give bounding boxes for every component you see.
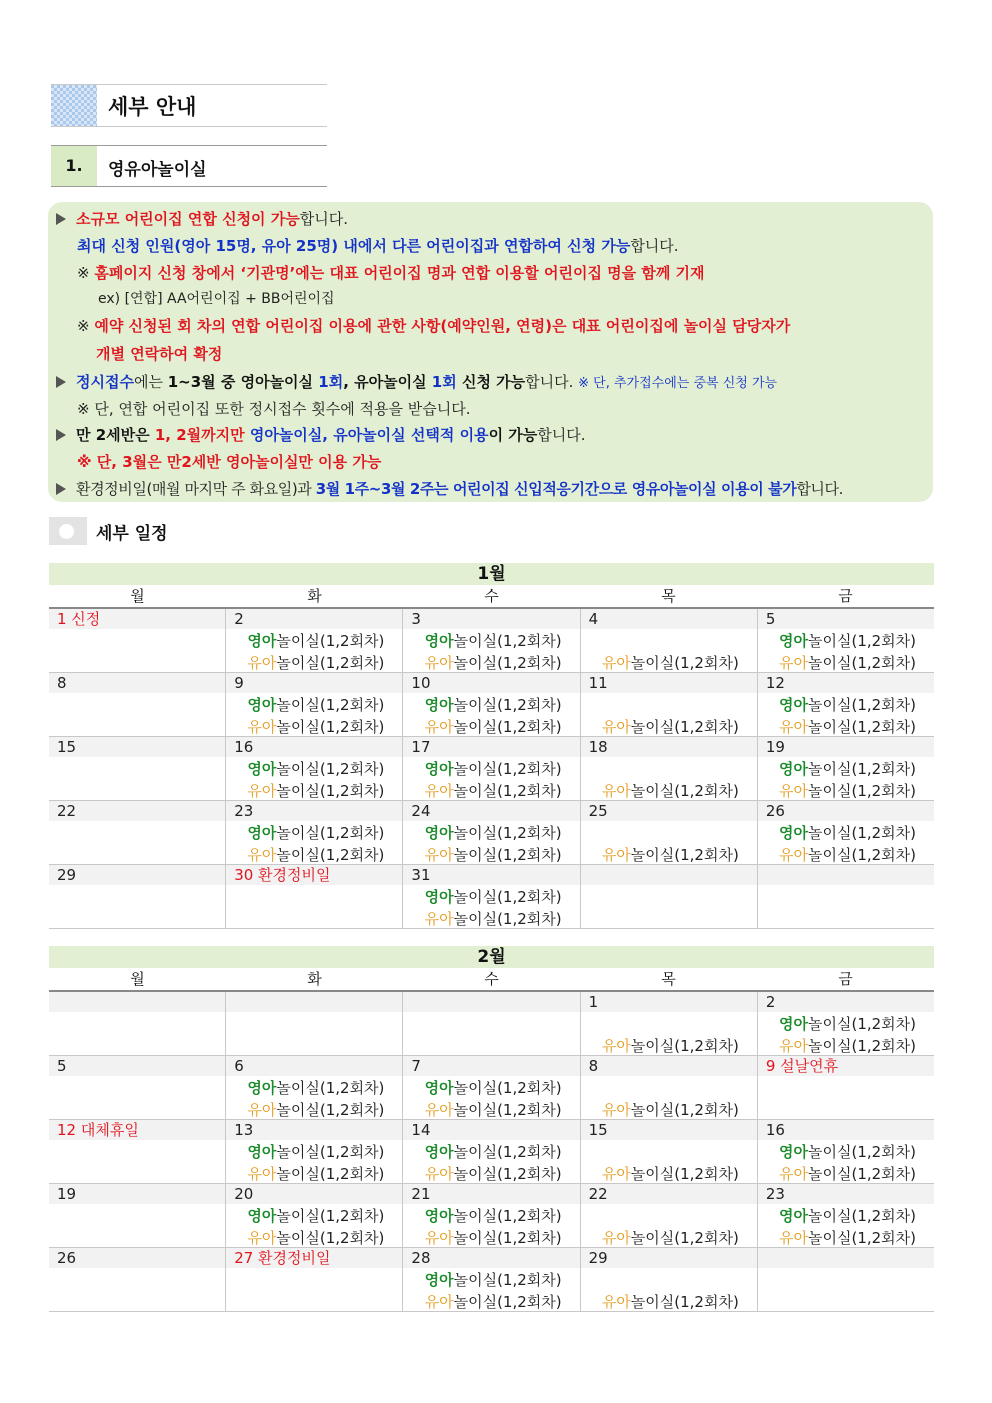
calendar-day-cell bbox=[49, 1056, 225, 1119]
weekday-label: 금 bbox=[838, 587, 853, 605]
toddler-room-event: 유아놀이실(1,2회차) bbox=[424, 654, 562, 672]
infant-room-event: 영아놀이실(1,2회차) bbox=[424, 760, 562, 778]
infant-room-event: 영아놀이실(1,2회차) bbox=[779, 696, 917, 714]
toddler-room-event: 유아놀이실(1,2회차) bbox=[779, 1037, 917, 1055]
infant-room-event: 영아놀이실(1,2회차) bbox=[779, 1015, 917, 1033]
calendar-week bbox=[49, 673, 934, 737]
section-title: 세부 안내 bbox=[108, 95, 197, 119]
calendar-week bbox=[49, 865, 934, 929]
day-number: 11 bbox=[581, 673, 757, 693]
day-number: 30 환경정비일 bbox=[226, 865, 402, 885]
weekday-label: 월 bbox=[130, 587, 145, 605]
calendar-day-cell bbox=[757, 801, 934, 864]
calendar-day-cell bbox=[757, 609, 934, 672]
weekday-label: 목 bbox=[661, 587, 676, 605]
notice-box bbox=[48, 202, 933, 502]
calendar-day-cell bbox=[225, 801, 402, 864]
day-number: 10 bbox=[403, 673, 579, 693]
calendar-day-cell bbox=[49, 737, 225, 800]
day-number: 27 환경정비일 bbox=[226, 1248, 402, 1268]
infant-room-event: 영아놀이실(1,2회차) bbox=[779, 824, 917, 842]
section-pattern-block bbox=[51, 85, 97, 126]
bullet-triangle-icon bbox=[56, 213, 66, 225]
toddler-room-event: 유아놀이실(1,2회차) bbox=[601, 1101, 739, 1119]
circle-icon bbox=[59, 524, 74, 539]
calendar-day-cell bbox=[49, 992, 225, 1055]
notice-line-6: 개별 연락하여 확정 bbox=[96, 345, 223, 363]
toddler-room-event: 유아놀이실(1,2회차) bbox=[424, 1229, 562, 1247]
day-number: 6 bbox=[226, 1056, 402, 1076]
weekday-label: 수 bbox=[484, 587, 499, 605]
bullet-triangle-icon bbox=[56, 483, 66, 495]
calendar-day-cell bbox=[402, 673, 579, 736]
calendar-day-cell bbox=[49, 1120, 225, 1183]
calendar-day-cell bbox=[49, 1248, 225, 1311]
toddler-room-event: 유아놀이실(1,2회차) bbox=[779, 1229, 917, 1247]
day-number: 29 bbox=[581, 1248, 757, 1268]
toddler-room-event: 유아놀이실(1,2회차) bbox=[247, 782, 385, 800]
weekday-label: 화 bbox=[307, 970, 322, 988]
calendar-day-cell bbox=[402, 737, 579, 800]
weekday-label: 금 bbox=[838, 970, 853, 988]
day-number: 23 bbox=[758, 1184, 934, 1204]
toddler-room-event: 유아놀이실(1,2회차) bbox=[424, 1101, 562, 1119]
day-number: 4 bbox=[581, 609, 757, 629]
toddler-room-event: 유아놀이실(1,2회차) bbox=[779, 718, 917, 736]
day-number: 26 bbox=[758, 801, 934, 821]
toddler-room-event: 유아놀이실(1,2회차) bbox=[424, 1165, 562, 1183]
day-number bbox=[581, 865, 757, 885]
day-number: 19 bbox=[758, 737, 934, 757]
calendar-week bbox=[49, 1056, 934, 1120]
weekday-label: 목 bbox=[661, 970, 676, 988]
day-number: 17 bbox=[403, 737, 579, 757]
notice-line-5: ※ 예약 신청된 회 차의 연합 어린이집 이용에 관한 사항(예약인원, 연령)은 대표 어린이집에 놀이실 담당자가 bbox=[77, 317, 791, 335]
notice-line-9: 만 2세반은 1, 2월까지만 영아놀이실, 유아놀이실 선택적 이용이 가능합니다. bbox=[56, 424, 586, 445]
calendar-day-cell bbox=[757, 865, 934, 928]
infant-room-event: 영아놀이실(1,2회차) bbox=[424, 696, 562, 714]
calendar-day-cell bbox=[580, 609, 757, 672]
subsection-title: 영유아놀이실 bbox=[108, 160, 207, 180]
toddler-room-event: 유아놀이실(1,2회차) bbox=[779, 846, 917, 864]
calendar-day-cell bbox=[757, 1056, 934, 1119]
toddler-room-event: 유아놀이실(1,2회차) bbox=[247, 1165, 385, 1183]
day-number: 16 bbox=[226, 737, 402, 757]
bullet-triangle-icon bbox=[56, 376, 66, 388]
calendar-day-cell bbox=[757, 1184, 934, 1247]
calendar-day-cell bbox=[402, 1248, 579, 1311]
weekday-label: 수 bbox=[484, 970, 499, 988]
day-number: 21 bbox=[403, 1184, 579, 1204]
day-number: 22 bbox=[49, 801, 225, 821]
infant-room-event: 영아놀이실(1,2회차) bbox=[424, 632, 562, 650]
day-number bbox=[758, 865, 934, 885]
infant-room-event: 영아놀이실(1,2회차) bbox=[247, 1143, 385, 1161]
calendar-day-cell bbox=[580, 1056, 757, 1119]
infant-room-event: 영아놀이실(1,2회차) bbox=[424, 1143, 562, 1161]
day-number: 1 신정 bbox=[49, 609, 225, 629]
calendar-day-cell bbox=[225, 865, 402, 928]
infant-room-event: 영아놀이실(1,2회차) bbox=[779, 1207, 917, 1225]
calendar-day-cell bbox=[580, 1184, 757, 1247]
calendar-day-cell bbox=[580, 737, 757, 800]
day-number bbox=[49, 992, 225, 1012]
toddler-room-event: 유아놀이실(1,2회차) bbox=[601, 1165, 739, 1183]
infant-room-event: 영아놀이실(1,2회차) bbox=[247, 632, 385, 650]
calendar-week bbox=[49, 737, 934, 801]
day-number: 13 bbox=[226, 1120, 402, 1140]
toddler-room-event: 유아놀이실(1,2회차) bbox=[424, 846, 562, 864]
calendar-day-cell bbox=[402, 865, 579, 928]
infant-room-event: 영아놀이실(1,2회차) bbox=[424, 824, 562, 842]
calendar-february bbox=[49, 946, 934, 1312]
notice-line-11: 환경정비일(매월 마지막 주 화요일)과 3월 1주~3월 2주는 어린이집 신입적응기간으로 영유아놀이실 이용이 불가합니다. bbox=[56, 478, 843, 499]
weekday-header bbox=[49, 585, 934, 609]
infant-room-event: 영아놀이실(1,2회차) bbox=[247, 696, 385, 714]
infant-room-event: 영아놀이실(1,2회차) bbox=[779, 632, 917, 650]
day-number: 9 설날연휴 bbox=[758, 1056, 934, 1076]
calendar-week bbox=[49, 801, 934, 865]
day-number: 8 bbox=[49, 673, 225, 693]
calendar-day-cell bbox=[580, 1248, 757, 1311]
weekday-label: 월 bbox=[130, 970, 145, 988]
month-title: 2월 bbox=[49, 946, 934, 968]
calendar-day-cell bbox=[225, 609, 402, 672]
calendar-day-cell bbox=[225, 1248, 402, 1311]
schedule-title: 세부 일정 bbox=[96, 524, 168, 544]
toddler-room-event: 유아놀이실(1,2회차) bbox=[601, 1229, 739, 1247]
infant-room-event: 영아놀이실(1,2회차) bbox=[424, 1079, 562, 1097]
calendar-week bbox=[49, 1248, 934, 1312]
day-number: 19 bbox=[49, 1184, 225, 1204]
day-number: 15 bbox=[49, 737, 225, 757]
schedule-marker bbox=[49, 517, 87, 545]
notice-line-2: 최대 신청 인원(영아 15명, 유아 25명) 내에서 다른 어린이집과 연합하여 신청 가능합니다. bbox=[77, 237, 679, 255]
notice-line-1: 소규모 어린이집 연합 신청이 가능합니다. bbox=[56, 208, 348, 229]
calendar-day-cell bbox=[49, 673, 225, 736]
toddler-room-event: 유아놀이실(1,2회차) bbox=[424, 718, 562, 736]
toddler-room-event: 유아놀이실(1,2회차) bbox=[424, 1293, 562, 1311]
day-number: 26 bbox=[49, 1248, 225, 1268]
section-header bbox=[51, 84, 327, 127]
toddler-room-event: 유아놀이실(1,2회차) bbox=[779, 782, 917, 800]
toddler-room-event: 유아놀이실(1,2회차) bbox=[601, 846, 739, 864]
calendar-day-cell bbox=[225, 1056, 402, 1119]
subsection-header bbox=[51, 145, 327, 187]
day-number: 8 bbox=[581, 1056, 757, 1076]
day-number: 1 bbox=[581, 992, 757, 1012]
day-number: 7 bbox=[403, 1056, 579, 1076]
infant-room-event: 영아놀이실(1,2회차) bbox=[247, 760, 385, 778]
calendar-day-cell bbox=[580, 1120, 757, 1183]
calendar-day-cell bbox=[580, 992, 757, 1055]
calendar-day-cell bbox=[402, 609, 579, 672]
toddler-room-event: 유아놀이실(1,2회차) bbox=[247, 718, 385, 736]
calendar-day-cell bbox=[580, 801, 757, 864]
calendar-day-cell bbox=[402, 1184, 579, 1247]
calendar-day-cell bbox=[225, 673, 402, 736]
day-number: 31 bbox=[403, 865, 579, 885]
calendar-day-cell bbox=[757, 992, 934, 1055]
day-number: 12 대체휴일 bbox=[49, 1120, 225, 1140]
toddler-room-event: 유아놀이실(1,2회차) bbox=[247, 654, 385, 672]
notice-line-3: ※ 홈페이지 신청 창에서 ‘기관명’에는 대표 어린이집 명과 연합 이용할 어린이집 명을 함께 기재 bbox=[77, 264, 705, 282]
calendar-day-cell bbox=[49, 1184, 225, 1247]
calendar-week bbox=[49, 1120, 934, 1184]
subsection-number: 1. bbox=[51, 146, 97, 186]
day-number bbox=[403, 992, 579, 1012]
infant-room-event: 영아놀이실(1,2회차) bbox=[247, 1207, 385, 1225]
day-number: 9 bbox=[226, 673, 402, 693]
calendar-day-cell bbox=[402, 992, 579, 1055]
infant-room-event: 영아놀이실(1,2회차) bbox=[247, 824, 385, 842]
calendar-day-cell bbox=[225, 1120, 402, 1183]
toddler-room-event: 유아놀이실(1,2회차) bbox=[601, 1293, 739, 1311]
calendar-day-cell bbox=[757, 1120, 934, 1183]
day-number: 23 bbox=[226, 801, 402, 821]
calendar-january bbox=[49, 563, 934, 929]
day-number: 15 bbox=[581, 1120, 757, 1140]
day-number: 2 bbox=[758, 992, 934, 1012]
calendar-week bbox=[49, 992, 934, 1056]
day-number bbox=[226, 992, 402, 1012]
calendar-day-cell bbox=[402, 1120, 579, 1183]
calendar-day-cell bbox=[757, 1248, 934, 1311]
toddler-room-event: 유아놀이실(1,2회차) bbox=[424, 910, 562, 928]
infant-room-event: 영아놀이실(1,2회차) bbox=[247, 1079, 385, 1097]
toddler-room-event: 유아놀이실(1,2회차) bbox=[247, 1101, 385, 1119]
toddler-room-event: 유아놀이실(1,2회차) bbox=[601, 782, 739, 800]
day-number: 28 bbox=[403, 1248, 579, 1268]
infant-room-event: 영아놀이실(1,2회차) bbox=[779, 1143, 917, 1161]
bullet-triangle-icon bbox=[56, 429, 66, 441]
infant-room-event: 영아놀이실(1,2회차) bbox=[424, 888, 562, 906]
infant-room-event: 영아놀이실(1,2회차) bbox=[424, 1271, 562, 1289]
calendar-week bbox=[49, 1184, 934, 1248]
day-number: 22 bbox=[581, 1184, 757, 1204]
calendar-day-cell bbox=[402, 801, 579, 864]
calendar-day-cell bbox=[757, 673, 934, 736]
calendar-day-cell bbox=[580, 673, 757, 736]
day-number: 2 bbox=[226, 609, 402, 629]
calendar-day-cell bbox=[225, 737, 402, 800]
calendar-day-cell bbox=[225, 1184, 402, 1247]
infant-room-event: 영아놀이실(1,2회차) bbox=[779, 760, 917, 778]
toddler-room-event: 유아놀이실(1,2회차) bbox=[247, 846, 385, 864]
calendar-week bbox=[49, 609, 934, 673]
calendar-day-cell bbox=[49, 801, 225, 864]
calendar-day-cell bbox=[402, 1056, 579, 1119]
notice-line-7: 정시접수에는 1~3월 중 영아놀이실 1회, 유아놀이실 1회 신청 가능합니다. ※ 단, 추가접수에는 중복 신청 가능 bbox=[56, 371, 777, 392]
day-number: 20 bbox=[226, 1184, 402, 1204]
day-number: 5 bbox=[758, 609, 934, 629]
toddler-room-event: 유아놀이실(1,2회차) bbox=[601, 654, 739, 672]
toddler-room-event: 유아놀이실(1,2회차) bbox=[424, 782, 562, 800]
infant-room-event: 영아놀이실(1,2회차) bbox=[424, 1207, 562, 1225]
toddler-room-event: 유아놀이실(1,2회차) bbox=[247, 1229, 385, 1247]
calendar-day-cell bbox=[225, 992, 402, 1055]
day-number: 3 bbox=[403, 609, 579, 629]
day-number: 16 bbox=[758, 1120, 934, 1140]
day-number: 25 bbox=[581, 801, 757, 821]
calendar-day-cell bbox=[757, 737, 934, 800]
day-number: 14 bbox=[403, 1120, 579, 1140]
day-number: 24 bbox=[403, 801, 579, 821]
calendar-day-cell bbox=[49, 865, 225, 928]
toddler-room-event: 유아놀이실(1,2회차) bbox=[779, 1165, 917, 1183]
day-number: 12 bbox=[758, 673, 934, 693]
notice-line-8: ※ 단, 연합 어린이집 또한 정시접수 횟수에 적용을 받습니다. bbox=[77, 400, 471, 418]
notice-line-10: ※ 단, 3월은 만2세반 영아놀이실만 이용 가능 bbox=[77, 453, 382, 471]
day-number: 18 bbox=[581, 737, 757, 757]
toddler-room-event: 유아놀이실(1,2회차) bbox=[779, 654, 917, 672]
notice-line-4: ex) [연합] AA어린이집 + BB어린이집 bbox=[98, 291, 335, 307]
weekday-label: 화 bbox=[307, 587, 322, 605]
calendar-day-cell bbox=[49, 609, 225, 672]
month-title: 1월 bbox=[49, 563, 934, 585]
toddler-room-event: 유아놀이실(1,2회차) bbox=[601, 1037, 739, 1055]
day-number: 5 bbox=[49, 1056, 225, 1076]
weekday-header bbox=[49, 968, 934, 992]
calendar-day-cell bbox=[580, 865, 757, 928]
day-number bbox=[758, 1248, 934, 1268]
day-number: 29 bbox=[49, 865, 225, 885]
toddler-room-event: 유아놀이실(1,2회차) bbox=[601, 718, 739, 736]
